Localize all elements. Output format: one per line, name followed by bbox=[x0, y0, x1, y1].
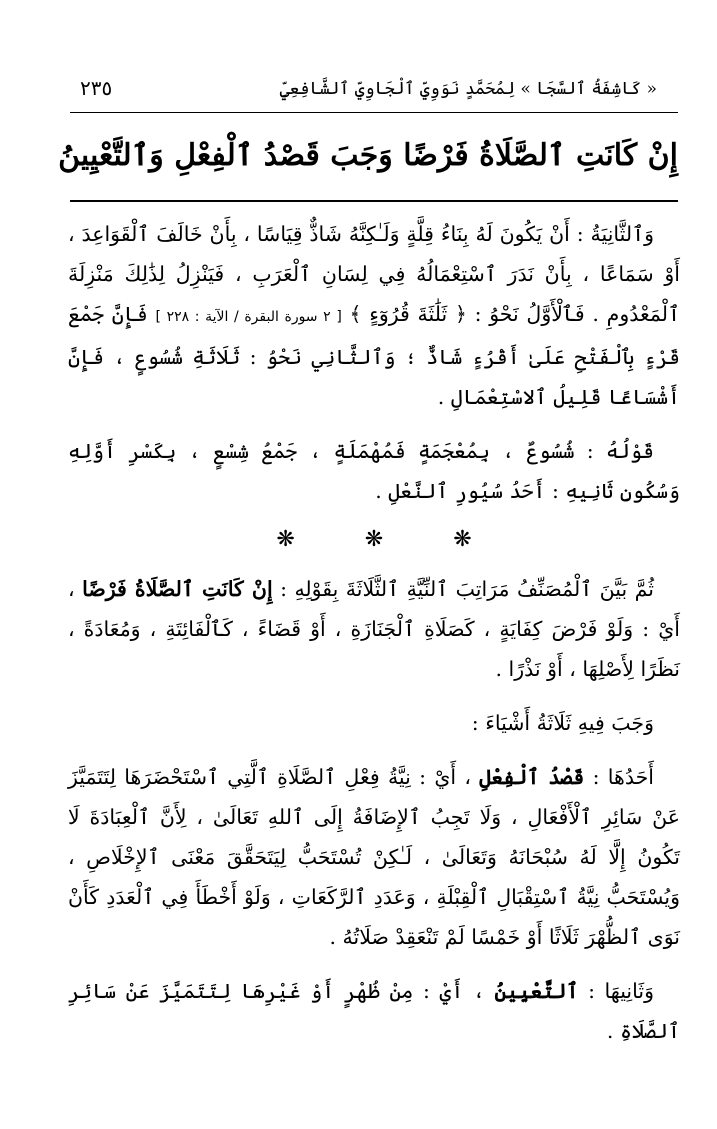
matn-quote: إِنْ كَانَتِ ٱلصَّلَاةُ فَرْضًا bbox=[82, 577, 273, 601]
star-ornament-icon: ❋ bbox=[453, 527, 472, 552]
matn-quote: ٱلتَّعْيِينُ bbox=[494, 979, 579, 1003]
paragraph-first-thing bbox=[68, 757, 680, 957]
paragraph-three-things: وَجَبَ فِيهِ ثَلَاثَةُ أَشْيَاءَ : bbox=[471, 711, 654, 735]
matn-verse: إِنْ كَانَتِ ٱلصَّلَاةُ فَرْضًا وَجَبَ قَصْدُ ٱلْفِعْلِ وَٱلتَّعْيِينُ bbox=[58, 138, 678, 173]
paragraph-text: فَإِنَّ جَمْعَ قَرْءٍ بِٱلْفَتْحِ عَلَىٰ أَقْرُءٍ شَاذٌّ ؛ وَٱلثَّانِي نَحْوُ : ثَلَاثَةِ شُسُوعٍ ، فَإِنَّ أَشْسَاعًا قَلِيلُ ٱلاسْتِعْمَالِ . bbox=[68, 302, 680, 409]
star-ornament-icon: ❋ bbox=[364, 527, 384, 552]
page-header bbox=[70, 74, 657, 104]
paragraph-text: ، أَيْ : مِنْ ظُهْرٍ أَوْ غَيْرِهَا لِتَتَمَيَّزَ عَنْ سَائِرِ ٱلصَّلَاةِ . bbox=[68, 979, 680, 1043]
paragraph-second-type bbox=[68, 214, 680, 417]
paragraph-text: وَثَانِيهَا : bbox=[588, 979, 654, 1003]
commentary-body bbox=[68, 214, 680, 1051]
paragraph-shusu-note: قَوْلُهُ : شُسُوعٌ ، بِمُعْجَمَةٍ فَمُهْمَلَةٍ ، جَمْعُ شِسْعٍ ، بِكَسْرِ أَوَّلِهِ وَسُكُونِ ثَانِيهِ : أَحَدُ سُيُورِ ٱلنَّعْلِ . bbox=[68, 439, 680, 503]
paragraph-text: ، أَيْ : وَلَوْ فَرْضَ كِفَايَةٍ ، كَصَلَاةِ ٱلْجَنَازَةِ ، أَوْ قَضَاءً ، كَٱلْفَائِتَةِ ، وَمُعَادَةً ، نَظَرًا لِأَصْلِهَا ، أَوْ نَذْرًا . bbox=[68, 577, 680, 681]
star-ornament-icon: ❋ bbox=[276, 527, 295, 552]
header-rule bbox=[70, 112, 678, 113]
paragraph-text: ، أَيْ : نِيَّةُ فِعْلِ ٱلصَّلَاةِ ٱلَّتِي ٱسْتَحْضَرَهَا لِتَتَمَيَّزَ عَنْ سَائِرِ ٱلْأَفْعَالِ ، وَلَا تَجِبُ ٱلإِضَافَةُ إِلَى ٱللهِ تَعَالَىٰ ، لِأَنَّ ٱلْعِبَادَةَ لَا تَكُونُ إِلَّا لَهُ سُبْحَانَهُ وَتَعَالَىٰ ، لَـٰكِنْ تُسْتَحَبُّ لِيَتَحَقَّقَ مَعْنَى ٱلإِخْلَاصِ ، وَيُسْتَحَبُّ نِيَّةُ ٱسْتِقْبَالِ ٱلْقِبْلَةِ ، وَعَدَدِ ٱلرَّكَعَاتِ ، وَلَوْ أَخْطَأَ فِي ٱلْعَدَدِ كَأَنْ نَوَى ٱلظُّهْرَ ثَلَاثًا أَوْ خَمْسًا لَمْ تَنْعَقِدْ صَلَاتُهُ . bbox=[68, 765, 680, 949]
verse-rule bbox=[70, 200, 678, 202]
section-separator bbox=[68, 517, 680, 563]
paragraph-text: أَحَدُهَا : bbox=[592, 765, 654, 789]
paragraph-text: وَٱلثَّانِيَةُ : أَنْ يَكُونَ لَهُ بِنَاءُ قِلَّةٍ وَلَـٰكِنَّهُ شَاذٌّ قِيَاسًا ، بِأَنْ خَالَفَ ٱلْقَوَاعِدَ ، أَوْ سَمَاعًا ، بِأَنْ نَدَرَ ٱسْتِعْمَالُهُ فِي لِسَانِ ٱلْعَرَبِ ، فَيَنْزِلُ لِذَٰلِكَ مَنْزِلَةَ ٱلْمَعْدُومِ . فَٱلْأَوَّلُ نَحْوُ : ﴿ ثَلَٰثَةَ قُرُوٓءٍ ﴾ bbox=[68, 222, 680, 326]
paragraph-niyya-ranks bbox=[68, 569, 680, 689]
paragraph-second-thing bbox=[68, 971, 680, 1051]
page-number: ٢٣٥ bbox=[80, 76, 113, 100]
quran-reference: [ ٢ سورة البقرة / الآية : ٢٢٨ ] bbox=[155, 309, 342, 325]
running-title: « كَاشِفَةُ ٱلسَّجَا » لِمُحَمَّدٍ نَوَوِيِّ ٱلْجَاوِيِّ ٱلشَّافِعِيِّ bbox=[279, 79, 657, 99]
paragraph-text: ثُمَّ بَيَّنَ ٱلْمُصَنِّفُ مَرَاتِبَ ٱلنِّيَّةِ ٱلثَّلَاثَةَ بِقَوْلِهِ : bbox=[280, 577, 654, 601]
matn-quote: قَصْدُ ٱلْفِعْلِ bbox=[479, 765, 585, 789]
